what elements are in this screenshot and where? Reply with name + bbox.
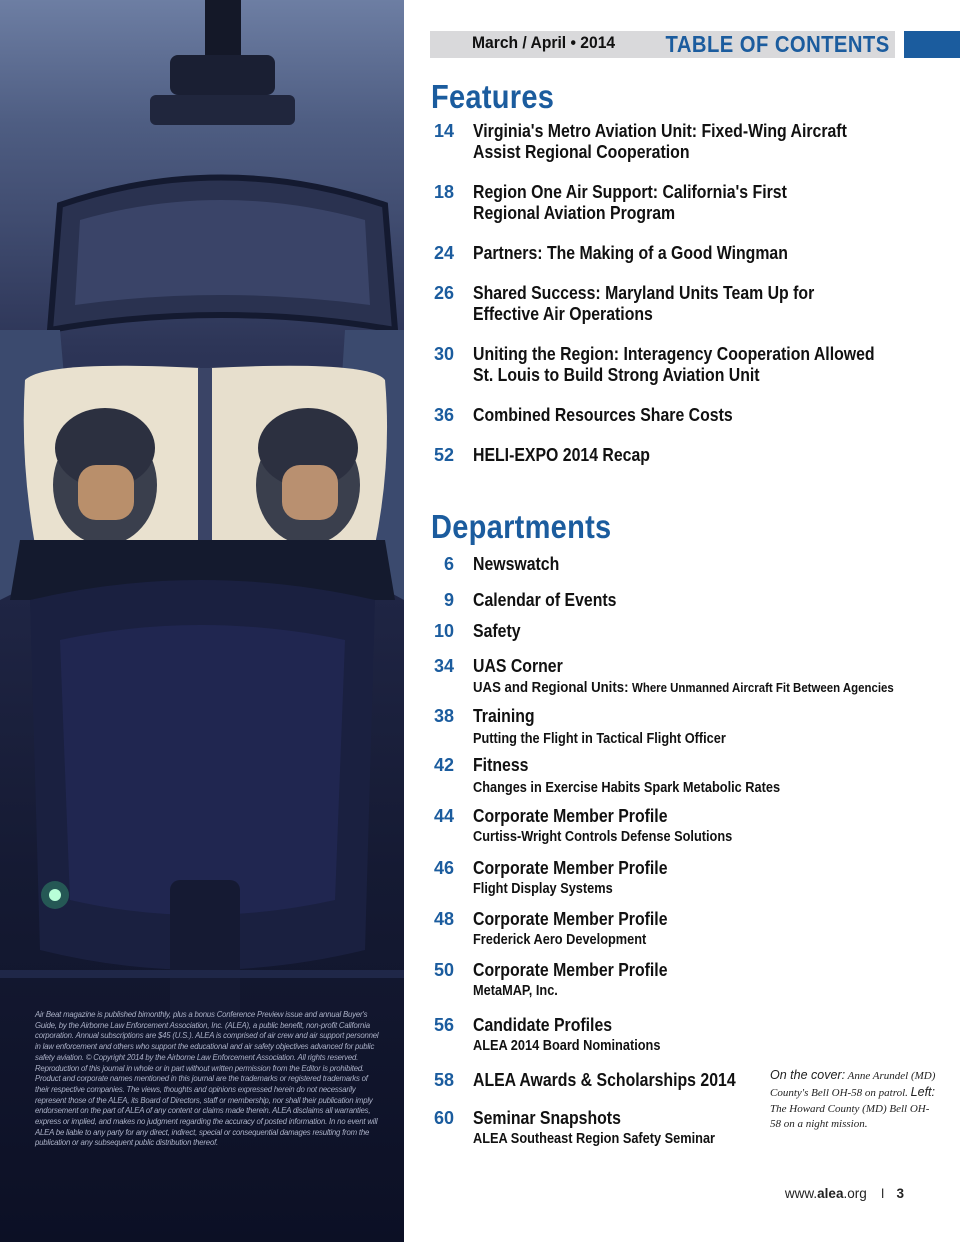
page-number: 58 [433,1070,454,1090]
page-number: 38 [433,706,454,726]
page-number: 56 [433,1015,454,1035]
url-prefix: www. [784,1186,818,1201]
feature-title-line: Uniting the Region: Interagency Cooperation Allowed [473,344,875,364]
feature-title-line: Regional Aviation Program [473,202,676,223]
department-title: Training [473,706,535,726]
page-number: 50 [433,960,454,980]
page-number: 26 [433,283,454,303]
cover-caption-lead: On the cover: [770,1068,846,1082]
page-number: 10 [433,621,454,641]
cover-caption [770,1068,940,1133]
issue-date: March / April • 2014 [472,33,616,52]
cover-photo-helicopter [0,0,404,1242]
url-domain: alea [817,1186,844,1201]
department-subtitle: ALEA Southeast Region Safety Seminar [473,1130,716,1147]
department-title: Corporate Member Profile [473,806,668,826]
feature-title-line: Partners: The Making of a Good Wingman [473,243,788,263]
page-number: 24 [433,243,454,263]
department-title: ALEA Awards & Scholarships 2014 [473,1070,736,1090]
page-number-footer: 3 [896,1186,904,1201]
department-subtitle: Putting the Flight in Tactical Flight Officer [473,730,726,747]
feature-title-line: Assist Regional Cooperation [473,141,690,162]
page-number: 18 [433,182,454,202]
feature-title-line: HELI-EXPO 2014 Recap [473,445,650,465]
footer-separator: I [880,1186,885,1201]
department-subtitle: Where Unmanned Aircraft Fit Between Agencies [632,679,894,695]
department-subtitle: Flight Display Systems [473,880,613,897]
page-number: 36 [433,405,454,425]
page-number: 42 [433,755,454,775]
department-title: Newswatch [473,554,560,574]
left-caption-lead: Left: [910,1084,935,1099]
department-subtitle: Frederick Aero Development [473,931,647,948]
department-title: Corporate Member Profile [473,960,668,980]
feature-title-line: Effective Air Operations [473,303,653,324]
department-title: Corporate Member Profile [473,858,668,878]
feature-title-line: Region One Air Support: California's First [473,182,787,202]
department-title: Fitness [473,755,529,775]
page-number: 44 [433,806,454,826]
department-title: Corporate Member Profile [473,909,668,929]
features-heading: Features [431,78,555,115]
department-subtitle: Changes in Exercise Habits Spark Metabolic Rates [473,779,781,796]
left-caption-text: The Howard County (MD) Bell OH-58 on a night mission. [770,1102,930,1131]
page-number: 52 [433,445,454,465]
feature-title-line: Combined Resources Share Costs [473,405,733,425]
department-subtitle: Curtiss-Wright Controls Defense Solutions [473,828,733,845]
cover-caption-text: Anne Arundel (MD) County's Bell OH-58 on patrol. [770,1070,936,1099]
publication-disclaimer: Air Beat magazine is published bimonthly, plus a bonus Conference Preview issue and annual Buyer's Guide, by the Airborne Law Enforcement Association, Inc. (ALEA), a public benefit, non-profit California corporation. Annual subscriptions are $45 (U.S.). ALEA is comprised of air crew and air support personnel in law enforcement and others who support the educational and air safety objectives advanced for public safety aviation. © Copyright 2014 by the Airborne Law Enforcement Association. All rights reserved. Reproduction of this journal in whole or in part without written permission from the Editor is prohibited. Product and corporate names mentioned in this journal are the trademarks or registered trademarks of their respective companies. The views, thoughts and opinions expressed herein do not necessarily represent those of the ALEA, its Board of Directors, staff or membership, nor shall their publication imply endorsement on the part of ALEA of any content or claims made therein. ALEA disclaims all warranties, express or implied, and makes no judgment regarding the accuracy of posted information. In no event will ALEA be liable to any party for any direct, indirect, special or consequential damages resulting from the publication or any subsequent public distribution thereof. [35,1010,379,1148]
page-number: 34 [433,656,454,676]
department-title: Seminar Snapshots [473,1108,621,1128]
page-title: TABLE OF CONTENTS [665,31,890,57]
departments-heading: Departments [431,508,612,545]
page-number: 48 [433,909,454,929]
department-title: UAS Corner [473,656,563,676]
department-title: Safety [473,621,521,641]
page-number: 60 [433,1108,454,1128]
department-subtitle-lead: UAS and Regional Units: [473,678,629,696]
url-suffix: .org [843,1186,867,1201]
page-number: 6 [443,554,454,574]
department-subtitle: ALEA 2014 Board Nominations [473,1037,661,1054]
department-title: Candidate Profiles [473,1015,613,1035]
page-number: 46 [433,858,454,878]
footer [785,1186,904,1201]
department-title: Calendar of Events [473,590,617,610]
feature-title-line: St. Louis to Build Strong Aviation Unit [473,364,760,385]
department-subtitle: MetaMAP, Inc. [473,982,558,999]
page-number: 14 [433,121,454,141]
page-number: 9 [443,590,454,610]
header-accent-block [904,31,960,58]
page-number: 30 [433,344,454,364]
feature-title-line: Shared Success: Maryland Units Team Up for [473,283,815,303]
feature-title-line: Virginia's Metro Aviation Unit: Fixed-Wing Aircraft [473,121,847,141]
website-link[interactable] [785,1186,867,1201]
